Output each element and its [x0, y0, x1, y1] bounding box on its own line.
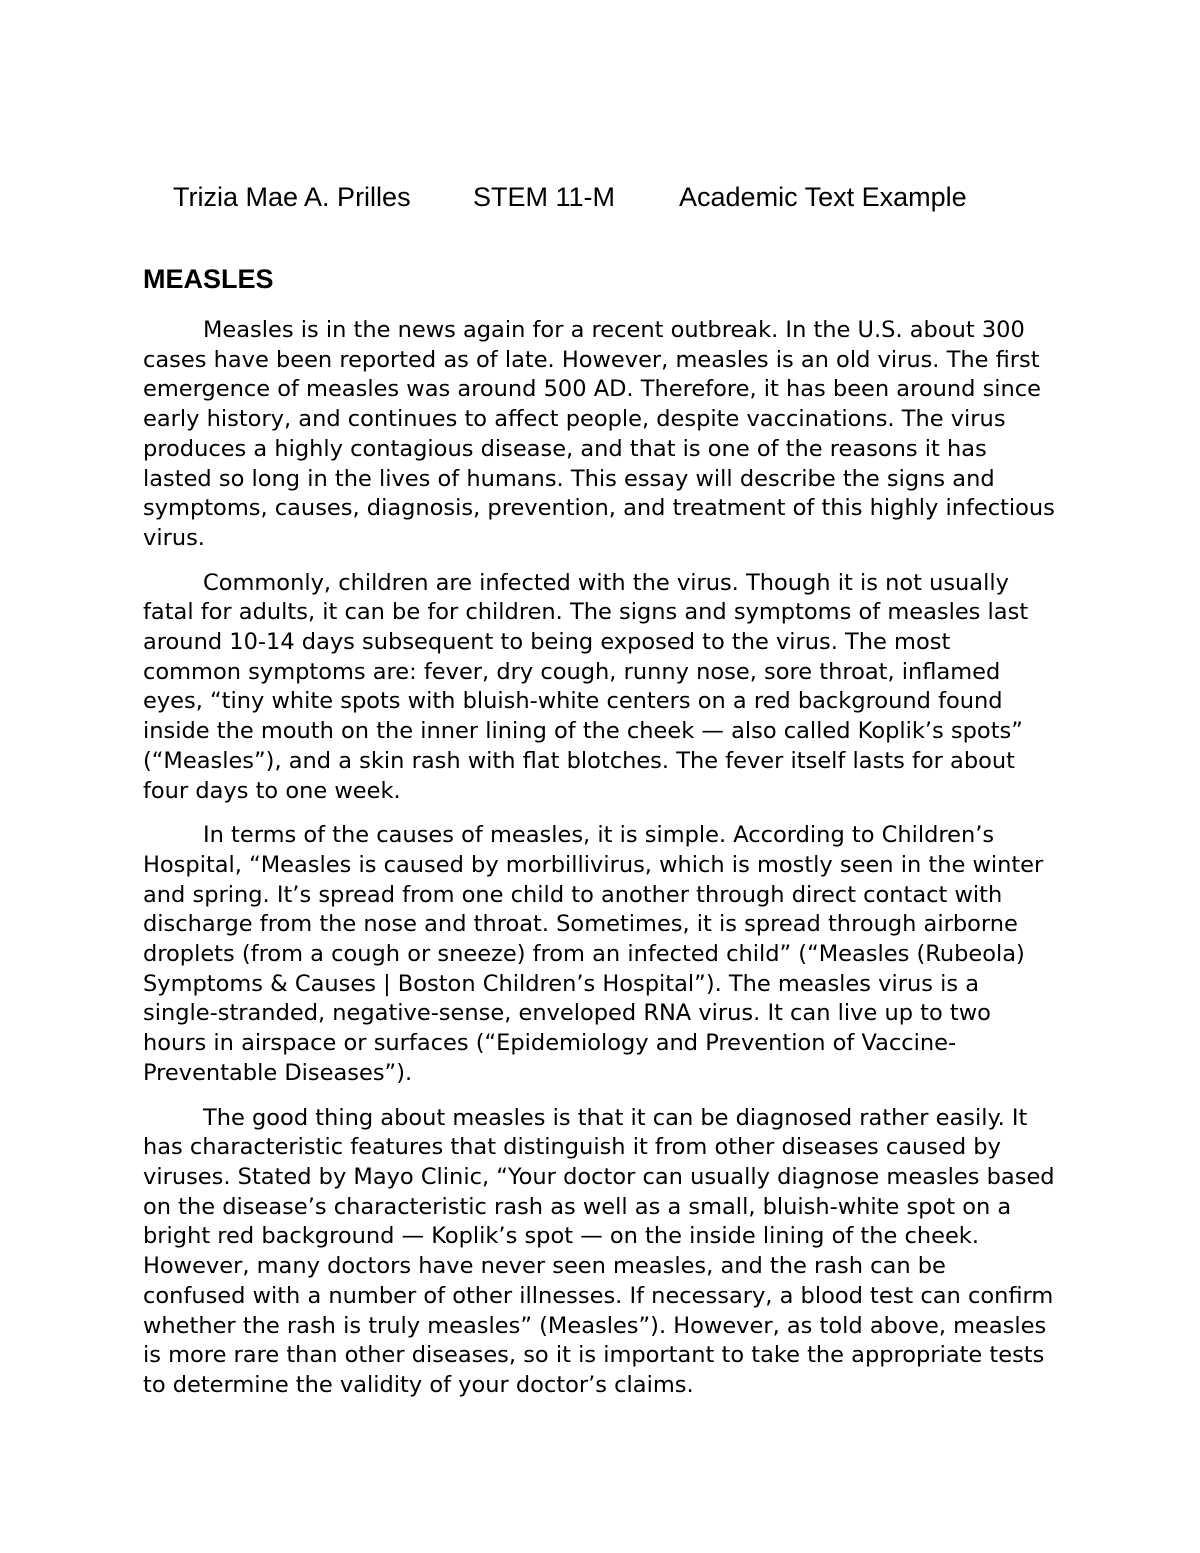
- class-section: STEM 11-M: [473, 182, 616, 212]
- paragraph-causes: In terms of the causes of measles, it is simple. According to Children’s Hospital, “Measles is caused by morbillivirus, which is mostly seen in the winter and spring. It’s spread from one child to another through direct contact with discharge from the nose and throat. Sometimes, it is spread through airborne droplets (from a cough or sneeze) from an infected child” (“Measles (Rubeola) Symptoms & Causes | Boston Children’s Hospital”). The measles virus is a single-stranded, negative-sense, enveloped RNA virus. It can live up to two hours in airspace or surfaces (“Epidemiology and Prevention of Vaccine-Preventable Diseases”).: [143, 822, 1044, 1086]
- document-header: [143, 146, 967, 248]
- essay-title: MEASLES: [143, 264, 274, 294]
- document-type: Academic Text Example: [679, 182, 967, 212]
- paragraph-symptoms: Commonly, children are infected with the virus. Though it is not usually fatal for adults, it can be for children. The signs and symptoms of measles last around 10-14 days subsequent to being exposed to the virus. The most common symptoms are: fever, dry cough, runny nose, sore throat, inflamed eyes, “tiny white spots with bluish-white centers on a red background found inside the mouth on the inner lining of the cheek — also called Koplik’s spots” (“Measles”), and a skin rash with flat blotches. The fever itself lasts for about four days to one week.: [143, 569, 1029, 804]
- author-name: Trizia Mae A. Prilles: [173, 182, 411, 212]
- essay-body: [143, 316, 1055, 1416]
- paragraph-diagnosis: The good thing about measles is that it can be diagnosed rather easily. It has characteristic features that distinguish it from other diseases caused by viruses. Stated by Mayo Clinic, “Your doctor can usually diagnose measles based on the disease’s characteristic rash as well as a small, bluish-white spot on a bright red background — Koplik’s spot — on the inside lining of the cheek. However, many doctors have never seen measles, and the rash can be confused with a number of other illnesses. If necessary, a blood test can confirm whether the rash is truly measles” (Measles”). However, as told above, measles is more rare than other diseases, so it is important to take the appropriate tests to determine the validity of your doctor’s claims.: [143, 1104, 1055, 1398]
- paragraph-intro: Measles is in the news again for a recent outbreak. In the U.S. about 300 cases have been reported as of late. However, measles is an old virus. The first emergence of measles was around 500 AD. Therefore, it has been around since early history, and continues to affect people, despite vaccinations. The virus produces a highly contagious disease, and that is one of the reasons it has lasted so long in the lives of humans. This essay will describe the signs and symptoms, causes, diagnosis, prevention, and treatment of this highly infectious virus.: [143, 317, 1055, 551]
